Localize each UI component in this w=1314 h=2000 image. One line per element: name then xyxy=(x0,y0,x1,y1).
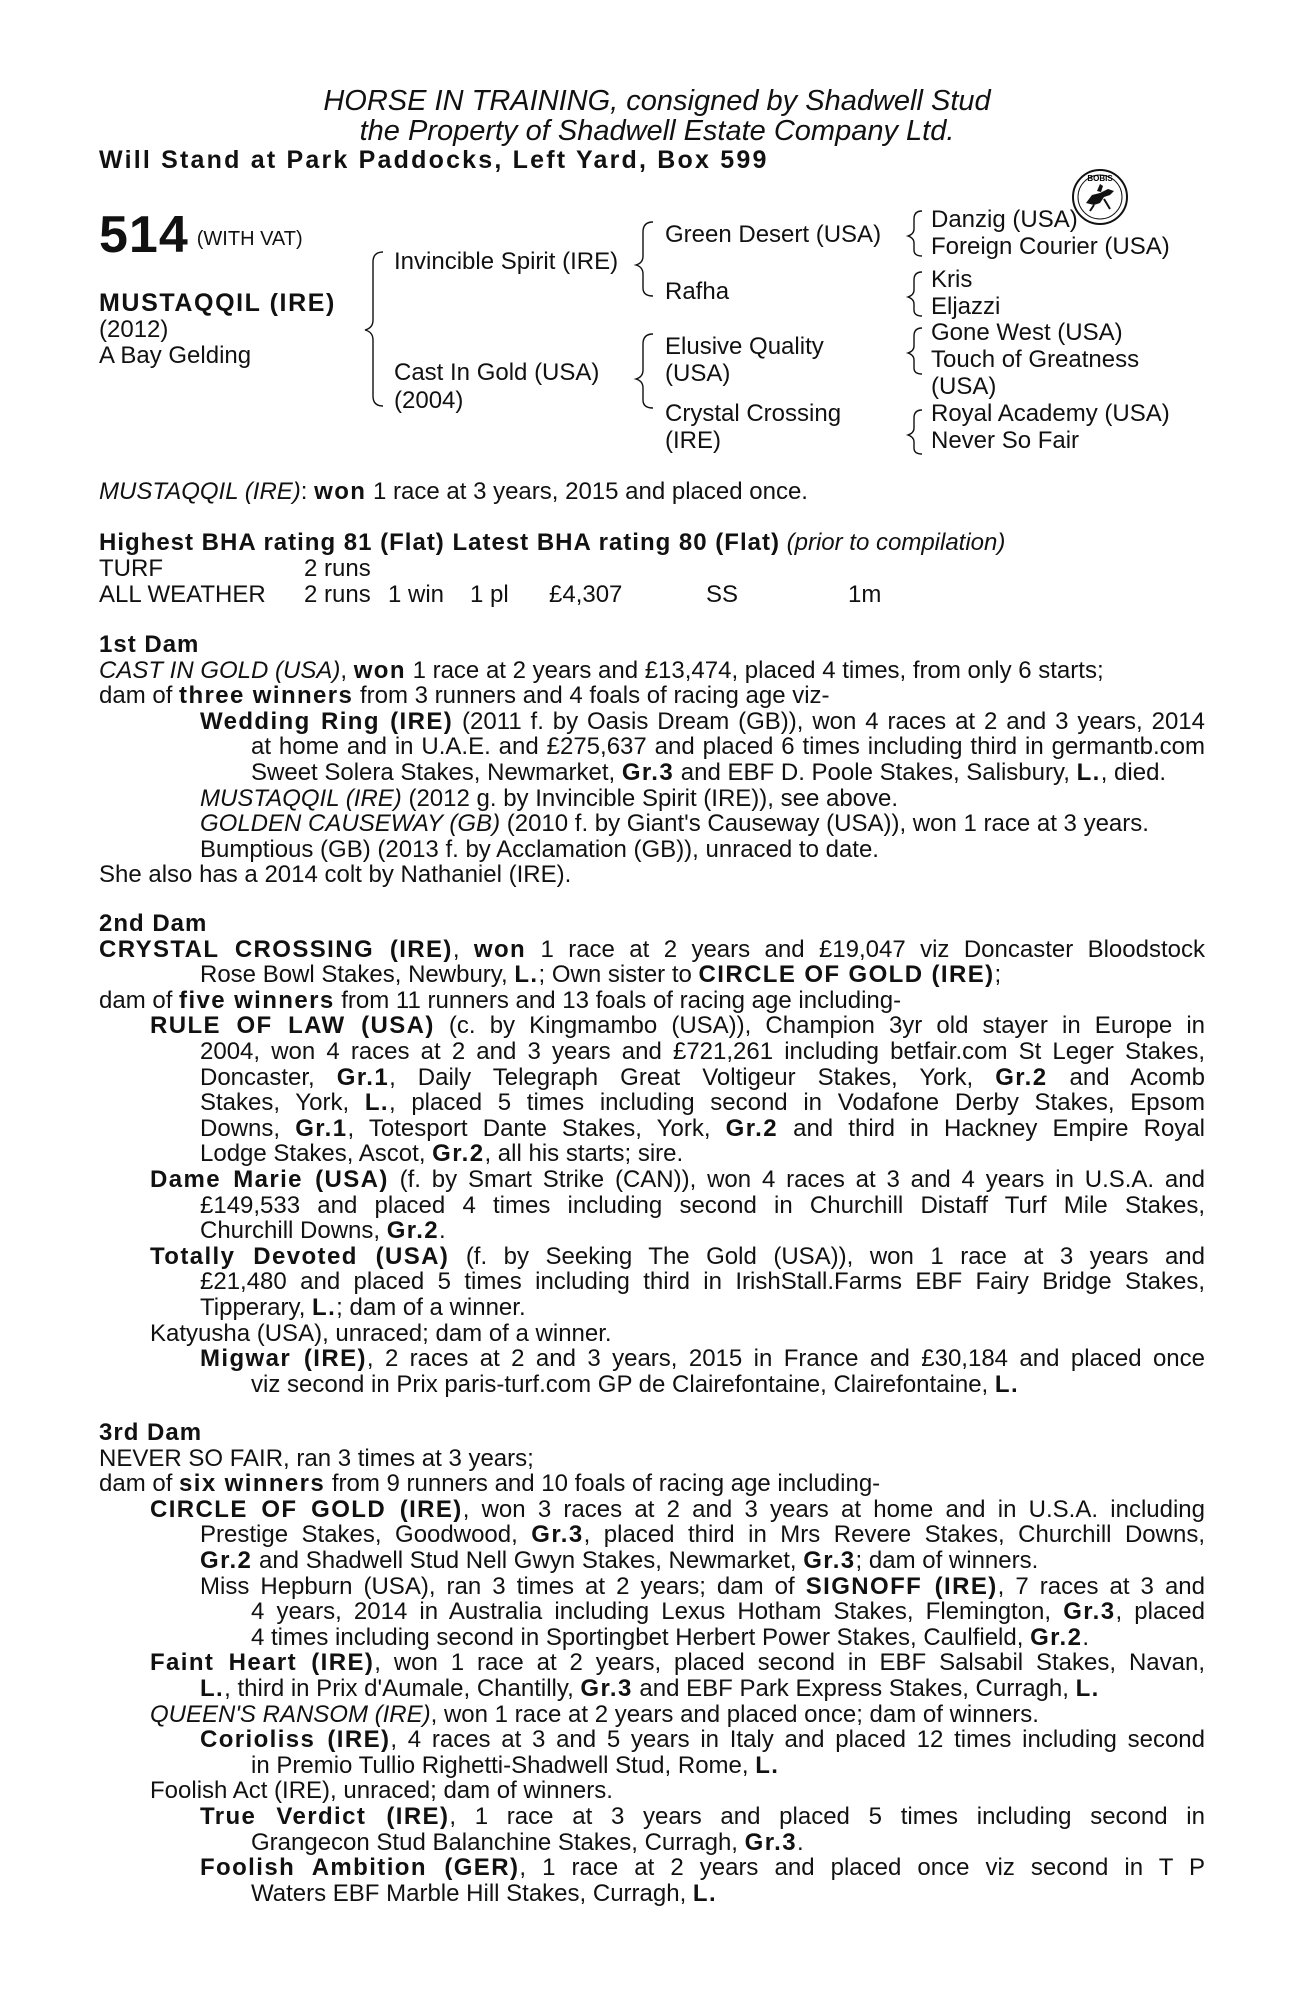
produce-line xyxy=(99,811,1205,837)
sister-name: CIRCLE OF GOLD (IRE) xyxy=(698,961,995,989)
text: Grangecon Stud Balanchine Stakes, Curragh, xyxy=(251,1828,745,1856)
listed: L. xyxy=(994,1370,1020,1398)
produce-line xyxy=(99,1039,1205,1065)
progeny-name: Corioliss (IRE) xyxy=(200,1726,391,1754)
summary-horse: MUSTAQQIL (IRE) xyxy=(99,478,301,505)
progeny-name: SIGNOFF (IRE) xyxy=(805,1572,998,1600)
grade: Gr.3 xyxy=(621,758,675,786)
produce-line xyxy=(99,1702,1205,1728)
text: , 2 races at 2 and 3 years, 2015 in France and £30,184 and placed once xyxy=(366,1345,1206,1373)
race-summary: MUSTAQQIL (IRE): won 1 race at 3 years, 2015 and placed once. xyxy=(99,478,808,505)
grade: Gr.3 xyxy=(531,1521,584,1549)
text: Downs, xyxy=(200,1114,296,1142)
winners-count: five winners xyxy=(179,986,335,1014)
progeny-name: RULE OF LAW (USA) xyxy=(150,1012,435,1040)
horse-description: A Bay Gelding xyxy=(99,342,252,369)
ggp-5: Gone West (USA) xyxy=(931,319,1123,346)
text: , died. xyxy=(1100,758,1167,786)
text: Tipperary, xyxy=(200,1293,313,1321)
progeny-name: MUSTAQQIL (IRE) xyxy=(200,784,402,812)
winners-count: six winners xyxy=(179,1470,326,1498)
produce-line xyxy=(99,1497,1205,1523)
produce-line xyxy=(99,1013,1205,1039)
produce-line xyxy=(99,1116,1205,1142)
first-dam-record: CAST IN GOLD (USA), won 1 race at 2 years and £13,474, placed 4 times, from only 6 starts; xyxy=(99,656,1104,684)
first-dam-name: CAST IN GOLD (USA) xyxy=(99,656,341,684)
produce-line xyxy=(99,1574,1205,1600)
text: , placed third in Mrs Revere Stakes, Churchill Downs, xyxy=(583,1521,1206,1549)
text: ; Own sister to xyxy=(538,961,699,989)
text: 1 race at 2 years and £19,047 viz Doncaster Bloodstock xyxy=(526,935,1205,963)
sire-dam: Rafha xyxy=(665,278,730,305)
second-dam-record: CRYSTAL CROSSING (IRE), won 1 race at 2 years and £19,047 viz Doncaster Bloodstock xyxy=(99,935,1205,963)
produce-line xyxy=(99,1141,1205,1167)
aw-distance: 1m xyxy=(848,581,882,608)
text: from 11 runners and 13 foals of racing age including- xyxy=(334,986,902,1014)
listed: L. xyxy=(514,961,539,989)
turf-label: TURF xyxy=(99,555,163,582)
grade: Gr.2 xyxy=(995,1063,1048,1091)
produce-line xyxy=(99,709,1205,735)
third-dam-produce xyxy=(99,1471,1205,1497)
listed: L. xyxy=(200,1674,225,1702)
produce-line xyxy=(99,1346,1205,1372)
produce-line xyxy=(99,1244,1205,1270)
produce-line xyxy=(99,1090,1205,1116)
text: 4 times including second in Sportingbet Herbert Power Stakes, Caulfield, xyxy=(251,1623,1031,1651)
text: , 1 race at 3 years and placed 5 times including second in xyxy=(449,1802,1205,1830)
vat-note: (WITH VAT) xyxy=(196,228,303,250)
produce-line xyxy=(99,1372,1205,1398)
text: Rose Bowl Stakes, Newbury, xyxy=(200,961,515,989)
text: , 4 races at 3 and 5 years in Italy and placed 12 times including second xyxy=(390,1726,1205,1754)
second-dam-name: CRYSTAL CROSSING (IRE) xyxy=(99,935,453,963)
produce-line xyxy=(99,1855,1205,1881)
third-dam-heading: 3rd Dam xyxy=(99,1419,203,1446)
consignor-line: HORSE IN TRAINING, consigned by Shadwell Stud xyxy=(323,85,991,117)
stand-location: Will Stand at Park Paddocks, Left Yard, Box 599 xyxy=(99,146,769,174)
dam-sire: Elusive Quality xyxy=(665,333,824,360)
text: , won 1 race at 2 years, placed second in EBF Salsabil Stakes, Navan, xyxy=(374,1649,1205,1677)
grade: Gr.2 xyxy=(200,1546,253,1574)
text: 2004, won 4 races at 2 and 3 years and £721,261 including betfair.com St Leger Stakes, xyxy=(200,1037,1205,1065)
text: and Shadwell Stud Nell Gwyn Stakes, Newmarket, xyxy=(252,1546,804,1574)
text: ; xyxy=(994,961,1002,989)
text: , third in Prix d'Aumale, Chantilly, xyxy=(224,1674,581,1702)
grade: Gr.2 xyxy=(432,1140,485,1168)
text: . xyxy=(1082,1623,1090,1651)
text: (2012 g. by Invincible Spirit (IRE)), see above. xyxy=(401,784,899,812)
sire: Invincible Spirit (IRE) xyxy=(394,248,619,275)
text: , won 1 race at 2 years and placed once; dam of winners. xyxy=(430,1700,1039,1728)
ggp-3: Kris xyxy=(931,266,973,293)
text: and EBF Park Express Stakes, Curragh, xyxy=(632,1674,1076,1702)
produce-line xyxy=(99,1167,1205,1193)
produce-line xyxy=(99,1548,1205,1574)
aw-placed: 1 pl xyxy=(470,581,509,608)
horse-name: MUSTAQQIL (IRE) xyxy=(99,289,336,317)
aw-wins: 1 win xyxy=(388,581,445,608)
listed: L. xyxy=(1075,1674,1100,1702)
produce-line xyxy=(99,1676,1205,1702)
produce-line xyxy=(99,786,1205,812)
text: dam of xyxy=(99,1470,180,1498)
text: . xyxy=(439,1217,446,1245)
produce-line xyxy=(99,760,1205,786)
text: ; dam of winners. xyxy=(855,1546,1039,1574)
progeny-name: Dame Marie (USA) xyxy=(150,1165,389,1193)
text: viz second in Prix paris-turf.com GP de Clairefontaine, Clairefontaine, xyxy=(251,1370,995,1398)
winners-count: three winners xyxy=(179,682,354,710)
produce-line: Katyusha (USA), unraced; dam of a winner. xyxy=(150,1319,612,1347)
text: and EBF D. Poole Stakes, Salisbury, xyxy=(674,758,1077,786)
text: ; dam of a winner. xyxy=(336,1293,526,1321)
produce-line xyxy=(99,1599,1205,1625)
first-dam-heading: 1st Dam xyxy=(99,631,200,658)
produce-line xyxy=(99,1753,1205,1779)
progeny-name: CIRCLE OF GOLD (IRE) xyxy=(150,1495,463,1523)
sire-sire: Green Desert (USA) xyxy=(665,221,882,248)
text: at home and in U.A.E. and £275,637 and placed 6 times including third in germantb.com xyxy=(251,733,1205,761)
owner-line: the Property of Shadwell Estate Company Ltd. xyxy=(359,115,955,147)
dam-dam: Crystal Crossing xyxy=(665,400,842,427)
text: (c. by Kingmambo (USA)), Champion 3yr old stayer in Europe in xyxy=(434,1012,1205,1040)
grade: Gr.3 xyxy=(580,1674,633,1702)
grade: Gr.1 xyxy=(295,1114,348,1142)
second-dam-section xyxy=(99,911,1205,1397)
produce-line xyxy=(99,1804,1205,1830)
text: £149,533 and placed 4 times including second in Churchill Distaff Turf Mile Stakes, xyxy=(200,1191,1205,1219)
dam: Cast In Gold (USA) xyxy=(394,359,600,386)
lot-number: 514 xyxy=(99,206,189,264)
text: (f. by Smart Strike (CAN)), won 4 races at 3 and 4 years in U.S.A. and xyxy=(388,1165,1205,1193)
text: Miss Hepburn (USA), ran 3 times at 2 years; dam of xyxy=(200,1572,806,1600)
turf-runs: 2 runs xyxy=(304,555,371,582)
produce-line xyxy=(99,1295,1205,1321)
grade: Gr.3 xyxy=(1063,1598,1116,1626)
produce-line xyxy=(99,1625,1205,1651)
third-dam-section xyxy=(99,1420,1205,1906)
first-dam-won: won xyxy=(353,656,406,684)
produce-line xyxy=(99,1881,1205,1907)
produce-line xyxy=(99,1522,1205,1548)
dam-dam-country: (IRE) xyxy=(665,427,721,454)
text: , Totesport Dante Stakes, York, xyxy=(347,1114,726,1142)
grade: Gr.2 xyxy=(386,1217,440,1245)
progeny-name: Foolish Ambition (GER) xyxy=(200,1854,520,1882)
text: Prestige Stakes, Goodwood, xyxy=(200,1521,532,1549)
ggp-1: Danzig (USA) xyxy=(931,206,1078,233)
ggp-8: Royal Academy (USA) xyxy=(931,400,1170,427)
text: , Daily Telegraph Great Voltigeur Stakes, York, xyxy=(389,1063,996,1091)
text: (2010 f. by Giant's Causeway (USA)), won 1 race at 3 years. xyxy=(500,810,1149,838)
progeny-name: True Verdict (IRE) xyxy=(200,1802,450,1830)
text: , placed xyxy=(1115,1598,1206,1626)
produce-line xyxy=(99,1727,1205,1753)
text: , placed 5 times including second in Vodafone Derby Stakes, Epsom xyxy=(388,1089,1205,1117)
summary-text: 1 race at 3 years, 2015 and placed once. xyxy=(366,478,808,505)
logo-text: BOBIS xyxy=(1087,174,1113,183)
dam-year: (2004) xyxy=(394,387,464,414)
ggp-7: (USA) xyxy=(931,373,997,400)
text: Stakes, York, xyxy=(200,1089,365,1117)
grade: Gr.2 xyxy=(1030,1623,1083,1651)
text: dam of xyxy=(99,682,180,710)
aw-going: SS xyxy=(706,581,739,608)
text: from 9 runners and 10 foals of racing age including- xyxy=(325,1470,881,1498)
progeny-name: Faint Heart (IRE) xyxy=(150,1649,375,1677)
produce-line xyxy=(99,1830,1205,1856)
text: and third in Hackney Empire Royal xyxy=(777,1114,1206,1142)
progeny-name: Totally Devoted (USA) xyxy=(150,1242,450,1270)
aw-label: ALL WEATHER xyxy=(99,581,266,608)
first-dam-section xyxy=(99,632,1205,888)
produce-line xyxy=(99,1065,1205,1091)
progeny-name: Wedding Ring (IRE) xyxy=(200,707,454,735)
produce-line: Foolish Act (IRE), unraced; dam of winners. xyxy=(150,1777,613,1805)
won: won xyxy=(473,935,527,963)
text: , 1 race at 2 years and placed once viz second in T P xyxy=(519,1854,1205,1882)
text: 4 years, 2014 in Australia including Lexus Hotham Stakes, Flemington, xyxy=(251,1598,1064,1626)
text: Doncaster, xyxy=(200,1063,337,1091)
text: from 3 runners and 4 foals of racing age viz- xyxy=(353,682,830,710)
record-line xyxy=(99,962,1205,988)
aw-prize: £4,307 xyxy=(549,581,623,608)
summary-won: won xyxy=(314,478,367,505)
second-dam-heading: 2nd Dam xyxy=(99,910,208,937)
ratings-note: (prior to compilation) xyxy=(786,529,1006,556)
first-dam-produce xyxy=(99,683,1205,709)
progeny-name: Migwar (IRE) xyxy=(200,1345,367,1373)
listed: L. xyxy=(364,1089,389,1117)
text: Waters EBF Marble Hill Stakes, Curragh, xyxy=(251,1879,693,1907)
ggp-6: Touch of Greatness xyxy=(931,346,1140,373)
grade: Gr.2 xyxy=(725,1114,778,1142)
grade: Gr.3 xyxy=(744,1828,797,1856)
produce-line xyxy=(99,1218,1205,1244)
first-dam-record-text: 1 race at 2 years and £13,474, placed 4 times, from only 6 starts; xyxy=(405,656,1104,684)
text: , won 3 races at 2 and 3 years at home and in U.S.A. including xyxy=(462,1495,1205,1523)
text: Lodge Stakes, Ascot, xyxy=(200,1140,433,1168)
text: dam of xyxy=(99,986,180,1014)
text: £21,480 and placed 5 times including third in IrishStall.Farms EBF Fairy Bridge Stakes, xyxy=(200,1268,1205,1296)
produce-line xyxy=(99,1650,1205,1676)
dam-sire-country: (USA) xyxy=(665,360,731,387)
bha-ratings xyxy=(99,530,1005,556)
grade: Gr.3 xyxy=(803,1546,856,1574)
ggp-9: Never So Fair xyxy=(931,427,1080,454)
text: (f. by Seeking The Gold (USA)), won 1 race at 3 years and xyxy=(449,1242,1205,1270)
ggp-2: Foreign Courier (USA) xyxy=(931,233,1170,260)
second-dam-produce xyxy=(99,988,1205,1014)
text: , all his starts; sire. xyxy=(484,1140,684,1168)
text: in Premio Tullio Righetti-Shadwell Stud, Rome, xyxy=(251,1751,756,1779)
ratings-main: Highest BHA rating 81 (Flat) Latest BHA rating 80 (Flat) xyxy=(99,529,780,556)
foaling-year: (2012) xyxy=(99,316,169,343)
produce-line xyxy=(99,1193,1205,1219)
text: (2011 f. by Oasis Dream (GB)), won 4 races at 2 and 3 years, 2014 xyxy=(453,707,1205,735)
listed: L. xyxy=(312,1293,337,1321)
text: Sweet Solera Stakes, Newmarket, xyxy=(251,758,622,786)
listed: L. xyxy=(1076,758,1101,786)
grade: Gr.1 xyxy=(336,1063,390,1091)
also-line: She also has a 2014 colt by Nathaniel (IRE). xyxy=(99,861,572,889)
text: , 7 races at 3 and xyxy=(997,1572,1205,1600)
listed: L. xyxy=(692,1879,718,1907)
produce-line: Bumptious (GB) (2013 f. by Acclamation (GB)), unraced to date. xyxy=(200,835,879,863)
third-dam-record: NEVER SO FAIR, ran 3 times at 3 years; xyxy=(99,1444,534,1472)
progeny-name: GOLDEN CAUSEWAY (GB) xyxy=(200,810,501,838)
listed: L. xyxy=(755,1751,780,1779)
aw-runs: 2 runs xyxy=(304,581,371,608)
produce-line xyxy=(99,734,1205,760)
text: Churchill Downs, xyxy=(200,1217,387,1245)
progeny-name: QUEEN'S RANSOM (IRE) xyxy=(150,1700,431,1728)
text: . xyxy=(796,1828,804,1856)
text: and Acomb xyxy=(1047,1063,1205,1091)
ggp-4: Eljazzi xyxy=(931,293,1001,320)
produce-line xyxy=(99,1269,1205,1295)
